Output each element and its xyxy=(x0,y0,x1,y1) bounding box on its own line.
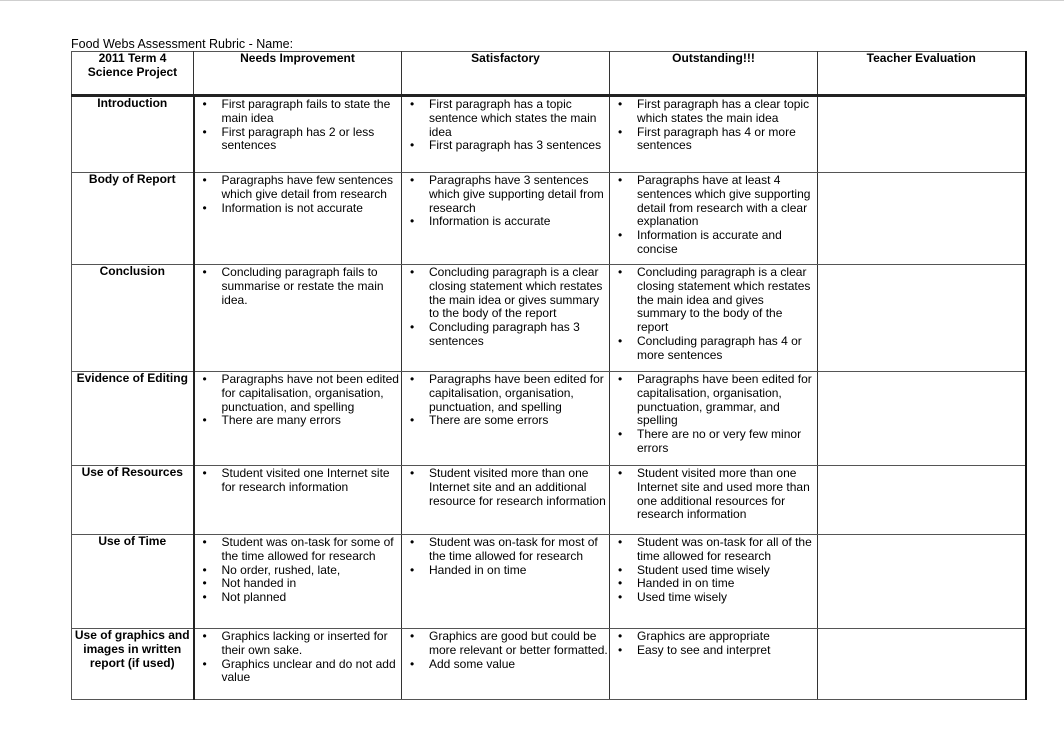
top-border xyxy=(0,0,1064,1)
satisfactory-cell xyxy=(402,535,610,629)
bullet-icon: • xyxy=(618,427,623,442)
criteria-point-text: First paragraph has a topic sentence which states the main idea xyxy=(429,97,597,139)
criteria-point xyxy=(610,428,816,456)
outstanding-list xyxy=(610,535,817,605)
criteria-point xyxy=(610,591,816,605)
bullet-icon: • xyxy=(618,97,623,111)
criteria-point xyxy=(402,174,608,215)
criteria-point xyxy=(195,266,401,307)
bullet-icon: • xyxy=(202,590,207,605)
criterion-label: Introduction xyxy=(72,96,194,173)
criteria-point-text: Student used time wisely xyxy=(637,562,770,577)
criteria-point xyxy=(402,321,608,349)
needs-improvement-cell xyxy=(194,173,402,265)
criteria-point-text: There are some errors xyxy=(429,413,549,428)
bullet-icon: • xyxy=(410,466,415,480)
needs-improvement-cell xyxy=(194,96,402,173)
criteria-point-text: Student visited more than one Internet site and used more than one additional resources for research information xyxy=(637,466,810,522)
criteria-point-text: Concluding paragraph is a clear closing statement which restates the main idea and gives summary to the body of the report xyxy=(637,265,811,335)
bullet-icon: • xyxy=(202,535,207,549)
bullet-icon: • xyxy=(618,372,623,386)
bullet-icon: • xyxy=(618,466,623,480)
criteria-point xyxy=(195,174,401,202)
criteria-point-text: Not planned xyxy=(221,590,287,605)
criteria-point-text: Paragraphs have 3 sentences which give supporting detail from research xyxy=(429,173,604,215)
criteria-point xyxy=(195,591,401,605)
outstanding-cell xyxy=(610,535,818,629)
outstanding-list xyxy=(610,629,817,658)
criteria-point xyxy=(610,373,816,428)
needs-improvement-cell xyxy=(194,265,402,372)
criterion-label: Evidence of Editing xyxy=(72,372,194,466)
criteria-point-text: First paragraph has 2 or less sentences xyxy=(221,124,375,153)
criteria-point-text: Handed in on time xyxy=(429,562,527,577)
satisfactory-cell xyxy=(402,466,610,535)
criteria-point-text: Not handed in xyxy=(221,576,297,591)
criteria-point xyxy=(402,215,608,229)
teacher-evaluation-cell[interactable] xyxy=(818,265,1026,372)
criteria-point-text: Paragraphs have not been edited for capitalisation, organisation, punctuation, and spelling xyxy=(221,372,399,414)
satisfactory-cell xyxy=(402,372,610,466)
outstanding-list xyxy=(610,466,817,522)
criterion-label: Use of Time xyxy=(72,535,194,629)
bullet-icon: • xyxy=(618,562,623,577)
outstanding-cell xyxy=(610,265,818,372)
bullet-icon: • xyxy=(410,535,415,549)
criteria-point-text: Student visited one Internet site for research information xyxy=(221,466,390,494)
criteria-point xyxy=(402,414,608,428)
criteria-point-text: Used time wisely xyxy=(637,590,728,605)
criteria-point xyxy=(402,564,608,578)
criteria-point-text: Information is not accurate xyxy=(221,200,363,215)
criteria-point xyxy=(610,564,816,578)
outstanding-list xyxy=(610,97,817,153)
outstanding-cell xyxy=(610,96,818,173)
criteria-point xyxy=(610,126,816,154)
bullet-icon: • xyxy=(202,576,207,591)
bullet-icon: • xyxy=(410,413,415,428)
bullet-icon: • xyxy=(410,629,415,643)
criteria-point xyxy=(195,414,401,428)
rubric-row xyxy=(72,265,1026,372)
criteria-point xyxy=(610,174,816,229)
satisfactory-cell xyxy=(402,629,610,700)
outstanding-list xyxy=(610,265,817,363)
bullet-icon: • xyxy=(410,138,415,153)
bullet-icon: • xyxy=(618,228,623,243)
header-teacher-evaluation: Teacher Evaluation xyxy=(818,52,1026,96)
bullet-icon: • xyxy=(410,656,415,671)
satisfactory-list xyxy=(402,535,609,577)
teacher-evaluation-cell[interactable] xyxy=(818,466,1026,535)
header-row xyxy=(72,52,1026,96)
criteria-point-text: Graphics are good but could be more relevant or better formatted. xyxy=(429,629,608,657)
bullet-icon: • xyxy=(410,320,415,335)
criteria-point-text: Student visited more than one Internet site and an additional resource for research information xyxy=(429,466,606,508)
bullet-icon: • xyxy=(618,642,623,657)
bullet-icon: • xyxy=(618,124,623,139)
header-criteria-line2: Science Project xyxy=(87,64,178,79)
bullet-icon: • xyxy=(618,629,623,643)
bullet-icon: • xyxy=(410,562,415,577)
criteria-point xyxy=(610,644,816,658)
criteria-point xyxy=(402,139,608,153)
outstanding-cell xyxy=(610,629,818,700)
satisfactory-list xyxy=(402,466,609,508)
teacher-evaluation-cell[interactable] xyxy=(818,96,1026,173)
criteria-point xyxy=(195,564,401,578)
bullet-icon: • xyxy=(410,265,415,279)
bullet-icon: • xyxy=(202,413,207,428)
criteria-point xyxy=(402,373,608,414)
satisfactory-list xyxy=(402,372,609,428)
criteria-point xyxy=(195,126,401,154)
criteria-point-text: Paragraphs have few sentences which give detail from research xyxy=(221,173,393,201)
needs-improvement-cell xyxy=(194,629,402,700)
criteria-point-text: Concluding paragraph has 3 sentences xyxy=(429,320,580,348)
satisfactory-list xyxy=(402,265,609,349)
bullet-icon: • xyxy=(410,97,415,111)
criteria-point-text: First paragraph fails to state the main idea xyxy=(221,97,391,125)
criteria-point xyxy=(402,98,608,139)
bullet-icon: • xyxy=(202,562,207,577)
criteria-point-text: Concluding paragraph has 4 or more sentences xyxy=(637,333,802,362)
criteria-point-text: Graphics lacking or inserted for their own sake. xyxy=(221,629,388,657)
needs-improvement-cell xyxy=(194,466,402,535)
rubric-row xyxy=(72,466,1026,535)
criteria-point-text: Graphics unclear and do not add value xyxy=(221,656,396,685)
criteria-point xyxy=(402,658,608,672)
bullet-icon: • xyxy=(202,97,207,111)
criterion-label: Use of Resources xyxy=(72,466,194,535)
satisfactory-cell xyxy=(402,265,610,372)
satisfactory-list xyxy=(402,97,609,153)
criteria-point xyxy=(195,536,401,564)
needs-improvement-cell xyxy=(194,535,402,629)
outstanding-cell xyxy=(610,173,818,265)
rubric-table xyxy=(71,51,1027,700)
needs-improvement-list xyxy=(195,372,402,428)
criteria-point xyxy=(195,577,401,591)
criteria-point-text: Easy to see and interpret xyxy=(637,642,771,657)
criteria-point-text: Paragraphs have at least 4 sentences which give supporting detail from research with a clear explanation xyxy=(637,173,811,229)
needs-improvement-list xyxy=(195,97,402,153)
criteria-point-text: Student was on-task for some of the time allowed for research xyxy=(221,535,394,563)
criteria-point-text: Graphics are appropriate xyxy=(637,629,770,643)
criteria-point xyxy=(610,630,816,644)
bullet-icon: • xyxy=(618,265,623,279)
bullet-icon: • xyxy=(618,576,623,591)
criteria-point xyxy=(402,266,608,321)
bullet-icon: • xyxy=(202,124,207,139)
document-title: Food Webs Assessment Rubric - Name: xyxy=(71,37,294,51)
criteria-point xyxy=(195,658,401,686)
criteria-point-text: First paragraph has 4 or more sentences xyxy=(637,124,796,153)
criteria-point xyxy=(195,373,401,414)
bullet-icon: • xyxy=(202,173,207,187)
bullet-icon: • xyxy=(410,372,415,386)
criterion-label: Use of graphics and images in written report (if used) xyxy=(72,629,194,700)
header-needs-improvement: Needs Improvement xyxy=(194,52,402,96)
criteria-point xyxy=(402,536,608,564)
criteria-point-text: First paragraph has a clear topic which states the main idea xyxy=(637,97,810,125)
teacher-evaluation-cell[interactable] xyxy=(818,173,1026,265)
rubric-row xyxy=(72,96,1026,173)
criteria-point-text: Student was on-task for most of the time allowed for research xyxy=(429,535,598,563)
header-satisfactory: Satisfactory xyxy=(402,52,610,96)
bullet-icon: • xyxy=(202,372,207,386)
needs-improvement-list xyxy=(195,265,402,307)
satisfactory-list xyxy=(402,629,609,671)
teacher-evaluation-cell[interactable] xyxy=(818,629,1026,700)
criterion-label: Conclusion xyxy=(72,265,194,372)
bullet-icon: • xyxy=(618,590,623,605)
criteria-point-text: Paragraphs have been edited for capitalisation, organisation, punctuation, and spelling xyxy=(429,372,604,414)
criteria-point xyxy=(610,577,816,591)
bullet-icon: • xyxy=(202,200,207,215)
bullet-icon: • xyxy=(410,214,415,229)
needs-improvement-list xyxy=(195,466,402,495)
bullet-icon: • xyxy=(618,173,623,187)
criteria-point-text: Student was on-task for all of the time allowed for research xyxy=(637,535,812,563)
needs-improvement-list xyxy=(195,535,402,605)
criteria-point-text: Information is accurate xyxy=(429,214,551,229)
criteria-point xyxy=(195,98,401,126)
bullet-icon: • xyxy=(202,656,207,671)
bullet-icon: • xyxy=(202,629,207,643)
rubric-row xyxy=(72,535,1026,629)
teacher-evaluation-cell[interactable] xyxy=(818,372,1026,466)
criteria-point xyxy=(610,98,816,126)
criteria-point xyxy=(402,467,608,508)
criteria-point xyxy=(610,229,816,257)
bullet-icon: • xyxy=(202,466,207,480)
criteria-point xyxy=(195,202,401,216)
rubric-row xyxy=(72,372,1026,466)
outstanding-cell xyxy=(610,466,818,535)
criteria-point xyxy=(610,266,816,335)
criteria-point xyxy=(610,536,816,564)
satisfactory-cell xyxy=(402,173,610,265)
criteria-point-text: Concluding paragraph fails to summarise or restate the main idea. xyxy=(221,265,384,307)
criteria-point xyxy=(610,467,816,522)
criteria-point-text: Concluding paragraph is a clear closing statement which restates the main idea or gives summary to the body of the report xyxy=(429,265,603,321)
header-outstanding: Outstanding!!! xyxy=(610,52,818,96)
criteria-point xyxy=(610,335,816,363)
criteria-point xyxy=(195,630,401,658)
criteria-point-text: There are many errors xyxy=(221,413,341,428)
needs-improvement-list xyxy=(195,629,402,685)
outstanding-cell xyxy=(610,372,818,466)
rubric-row xyxy=(72,173,1026,265)
bullet-icon: • xyxy=(618,535,623,549)
criteria-point xyxy=(402,630,608,658)
bullet-icon: • xyxy=(410,173,415,187)
criteria-point xyxy=(195,467,401,495)
criteria-point-text: Handed in on time xyxy=(637,576,735,591)
bullet-icon: • xyxy=(202,265,207,279)
satisfactory-list xyxy=(402,173,609,229)
criteria-point-text: There are no or very few minor errors xyxy=(637,427,802,455)
criteria-point-text: First paragraph has 3 sentences xyxy=(429,138,602,153)
header-criteria-line1: 2011 Term 4 xyxy=(98,51,167,65)
teacher-evaluation-cell[interactable] xyxy=(818,535,1026,629)
rubric-row xyxy=(72,629,1026,700)
criteria-point-text: No order, rushed, late, xyxy=(221,562,341,577)
satisfactory-cell xyxy=(402,96,610,173)
outstanding-list xyxy=(610,173,817,257)
criteria-point-text: Add some value xyxy=(429,656,516,671)
criteria-point-text: Information is accurate and concise xyxy=(637,228,782,256)
needs-improvement-cell xyxy=(194,372,402,466)
outstanding-list xyxy=(610,372,817,456)
criterion-label: Body of Report xyxy=(72,173,194,265)
criteria-point-text: Paragraphs have been edited for capitalisation, organisation, punctuation, grammar, and spelling xyxy=(637,372,812,428)
bullet-icon: • xyxy=(618,333,623,348)
needs-improvement-list xyxy=(195,173,402,215)
header-criteria xyxy=(72,52,194,96)
rubric-body xyxy=(72,96,1026,700)
